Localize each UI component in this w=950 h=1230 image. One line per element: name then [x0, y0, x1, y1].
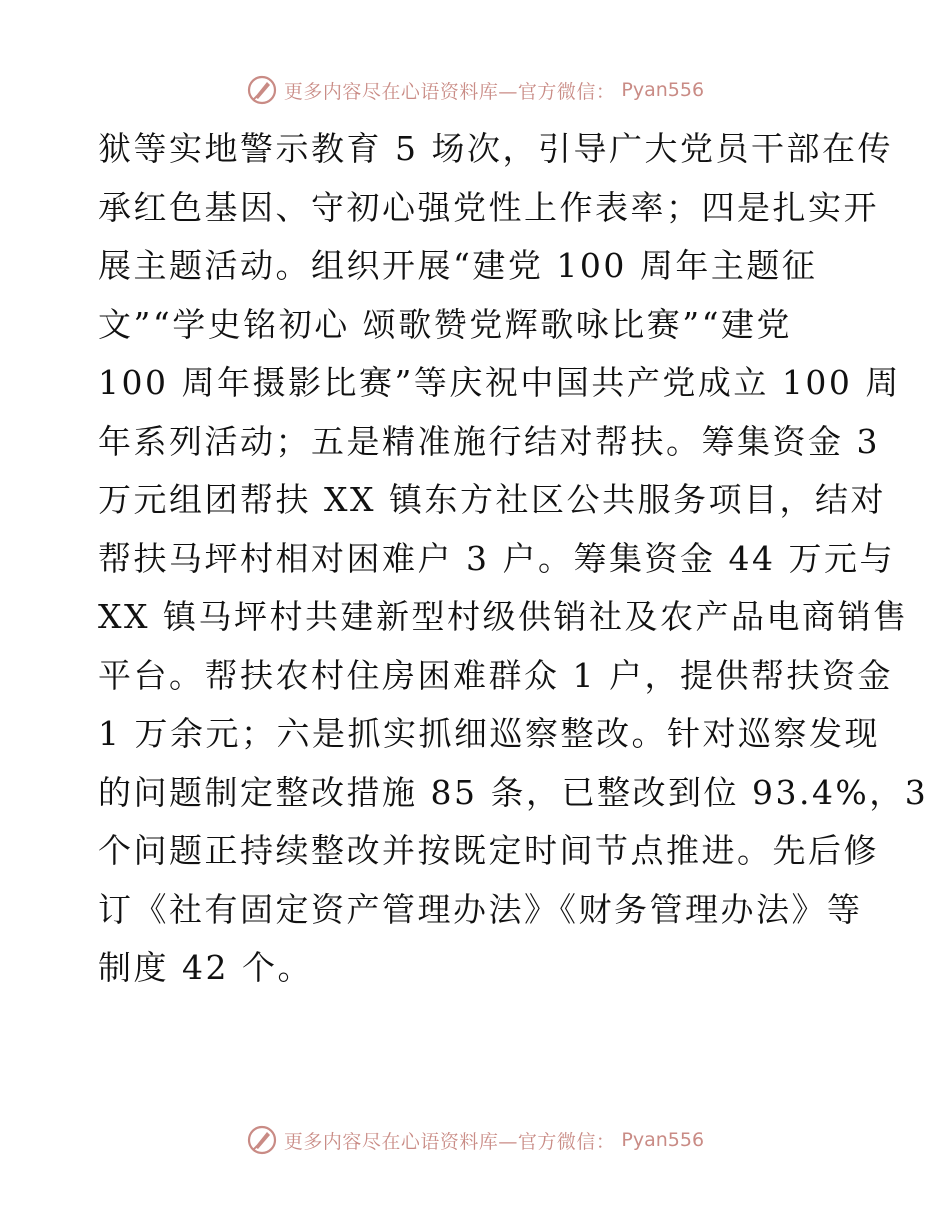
watermark-group [246, 1124, 704, 1156]
text-line: 1 万余元；六是抓实抓细巡察整改。针对巡察发现 [98, 714, 880, 753]
text-line: 订《社有固定资产管理办法》《财务管理办法》等 [98, 889, 863, 929]
text-line: 万元组团帮扶 XX 镇东方社区公共服务项目，结对 [98, 480, 886, 519]
header-watermark [0, 70, 950, 110]
text-line: 帮扶马坪村相对困难户 3 户。筹集资金 44 万元与 [98, 538, 895, 578]
quill-logo-icon [246, 74, 278, 106]
text-line: 承红色基因、守初心强党性上作表率；四是扎实开 [98, 187, 879, 227]
text-line: 展主题活动。组织开展“建党 100 周年主题征 [98, 246, 818, 285]
text-line: 狱等实地警示教育 5 场次，引导广大党员干部在传 [98, 129, 893, 168]
text-line: 100 周年摄影比赛”等庆祝中国共产党成立 100 周 [98, 363, 901, 402]
body-paragraph [98, 120, 929, 998]
footer-watermark [0, 1120, 950, 1160]
text-line: 文”“学史铭初心 颂歌赞党辉歌咏比赛”“建党 [98, 304, 792, 344]
text-line: XX 镇马坪村共建新型村级供销社及农产品电商销售 [98, 597, 909, 636]
watermark-text: 更多内容尽在心语资料库—官方微信： [283, 1130, 616, 1153]
text-line: 的问题制定整改措施 85 条，已整改到位 93.4%，3 [98, 772, 929, 812]
quill-logo-icon [246, 1124, 278, 1156]
watermark-wechat-id: Pyan556 [621, 1129, 705, 1151]
watermark-text: 更多内容尽在心语资料库—官方微信： [283, 80, 616, 103]
text-line: 平台。帮扶农村住房困难群众 1 户，提供帮扶资金 [98, 655, 893, 695]
watermark-group [246, 74, 704, 106]
watermark-wechat-id: Pyan556 [621, 79, 705, 101]
text-line: 年系列活动；五是精准施行结对帮扶。筹集资金 3 [98, 421, 880, 461]
text-line: 个问题正持续整改并按既定时间节点推进。先后修 [98, 831, 879, 870]
text-line: 制度 42 个。 [98, 948, 313, 987]
